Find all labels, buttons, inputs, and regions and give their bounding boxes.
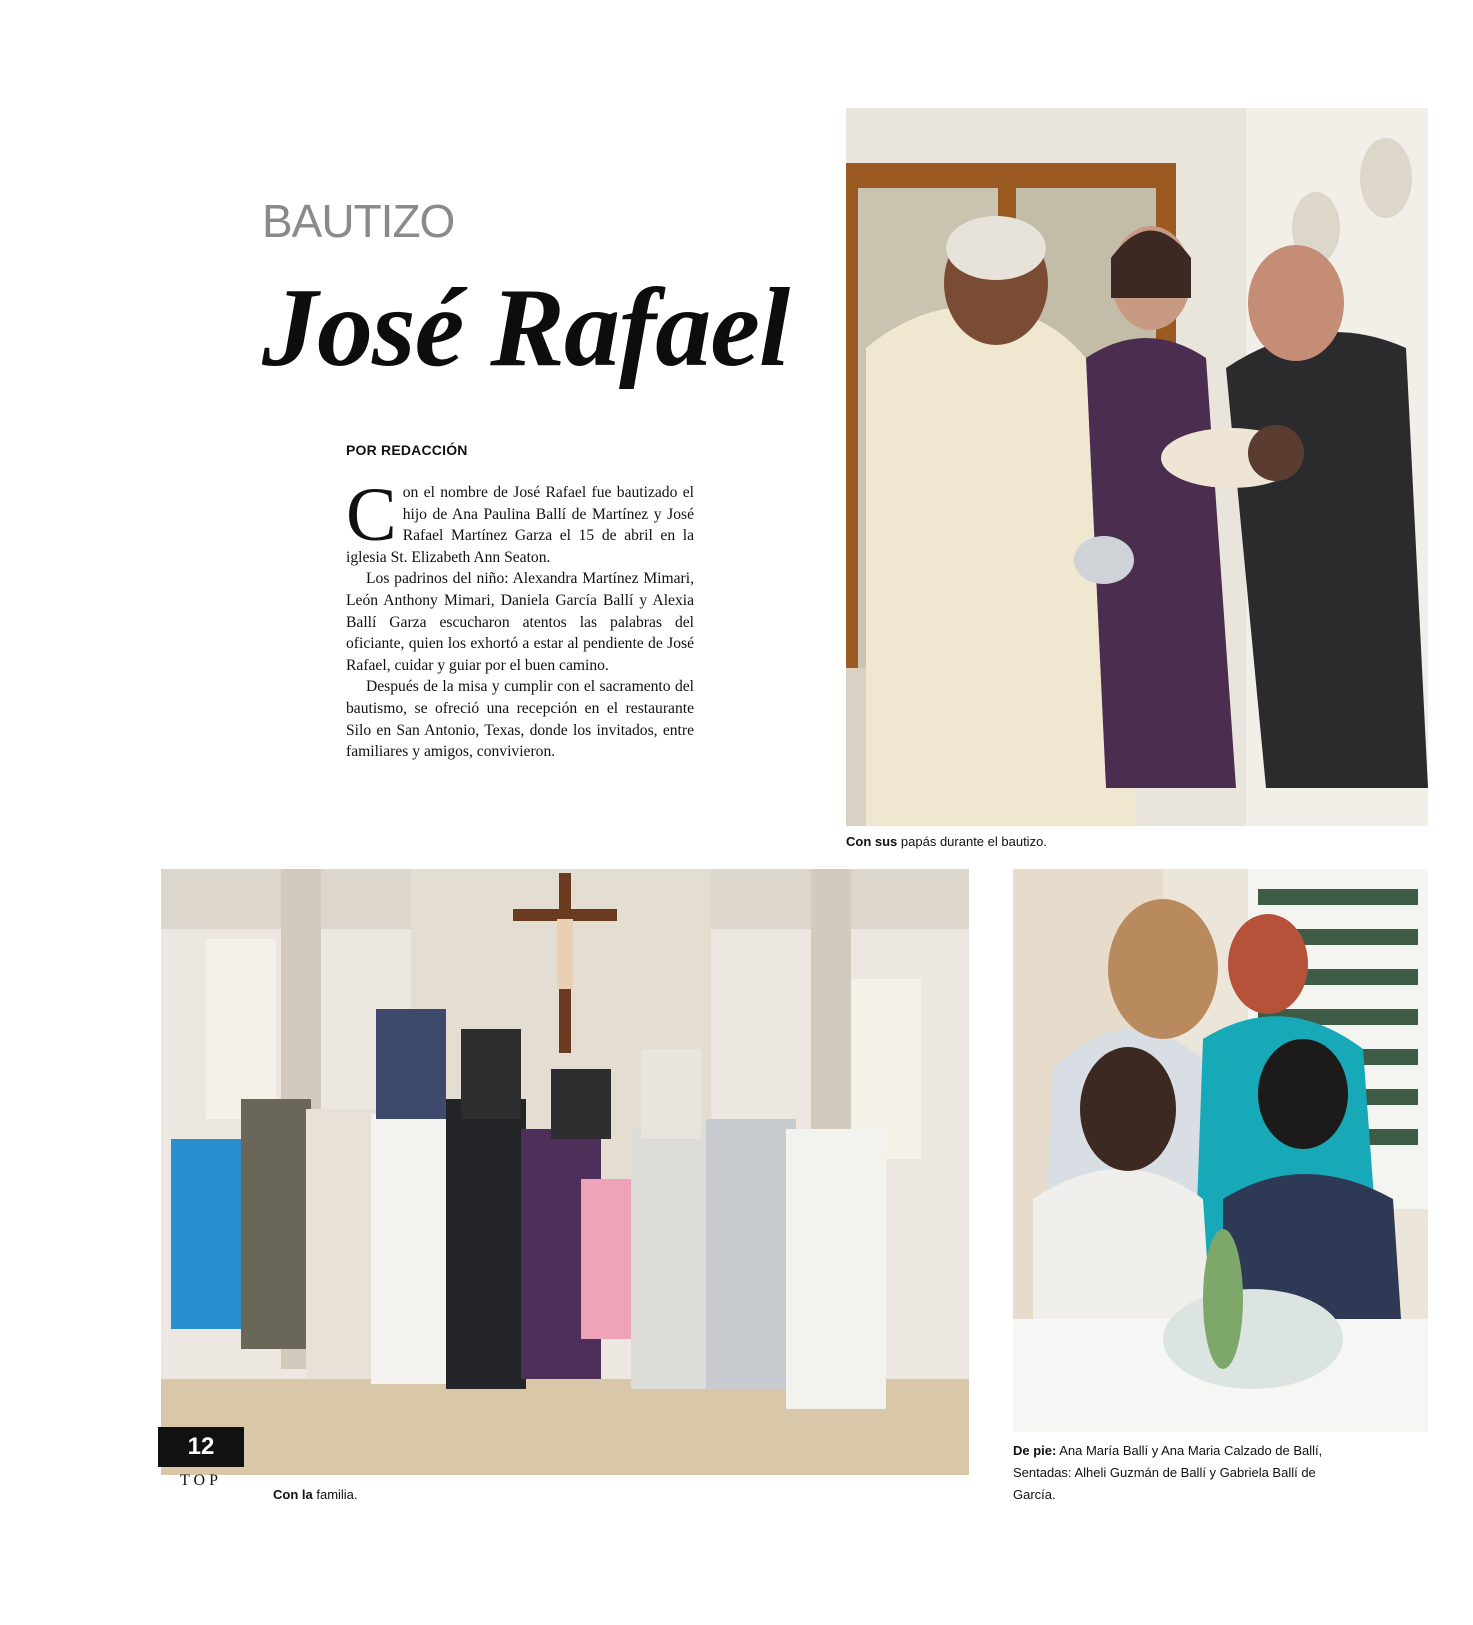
- byline: POR REDACCIÓN: [346, 442, 468, 458]
- caption-baptism-bold: Con sus: [846, 834, 898, 849]
- caption-baptism: [846, 831, 1047, 853]
- photo-baptism-illustration: [846, 108, 1428, 826]
- caption-ladies-bold: De pie:: [1013, 1443, 1057, 1458]
- photo-family: [161, 869, 969, 1475]
- section-label: BAUTIZO: [262, 195, 455, 247]
- page-number: 12: [158, 1427, 244, 1467]
- paragraph-1-text: on el nombre de José Rafael fue bautizado el hijo de Ana Paulina Ballí de Martínez y José Rafael Martínez Garza el 15 de abril en la iglesia St. Elizabeth Ann Seaton.: [346, 484, 694, 566]
- headline: José Rafael: [262, 266, 790, 390]
- drop-cap: C: [346, 473, 397, 557]
- article-body: [346, 473, 694, 763]
- caption-ladies: [1013, 1440, 1353, 1506]
- caption-family: [273, 1484, 358, 1506]
- caption-family-text: familia.: [312, 1487, 358, 1502]
- photo-ladies-illustration: [1013, 869, 1428, 1432]
- caption-family-bold: Con la: [273, 1487, 313, 1502]
- article-paragraph-1: [346, 473, 694, 568]
- magazine-name: TOP: [180, 1472, 222, 1489]
- photo-baptism: [846, 108, 1428, 826]
- article-paragraph-3: Después de la misa y cumplir con el sacramento del bautismo, se ofreció una recepción en el restaurante Silo en San Antonio, Texas, donde los invitados, entre familiares y amigos, convivieron.: [346, 678, 694, 761]
- caption-ladies-text: Ana María Ballí y Ana Maria Calzado de Ballí, Sentadas: Alheli Guzmán de Ballí y Gabriela Ballí de García.: [1013, 1443, 1323, 1502]
- caption-baptism-text: papás durante el bautizo.: [897, 834, 1047, 849]
- article-paragraph-2: Los padrinos del niño: Alexandra Martínez Mimari, León Anthony Mimari, Daniela García Ballí y Alexia Ballí Garza escucharon atentos las palabras del oficiante, quien los exhortó a estar al pendiente de José Rafael, cuidar y guiar por el buen camino.: [346, 570, 694, 674]
- photo-ladies: [1013, 869, 1428, 1432]
- photo-family-illustration: [161, 869, 969, 1475]
